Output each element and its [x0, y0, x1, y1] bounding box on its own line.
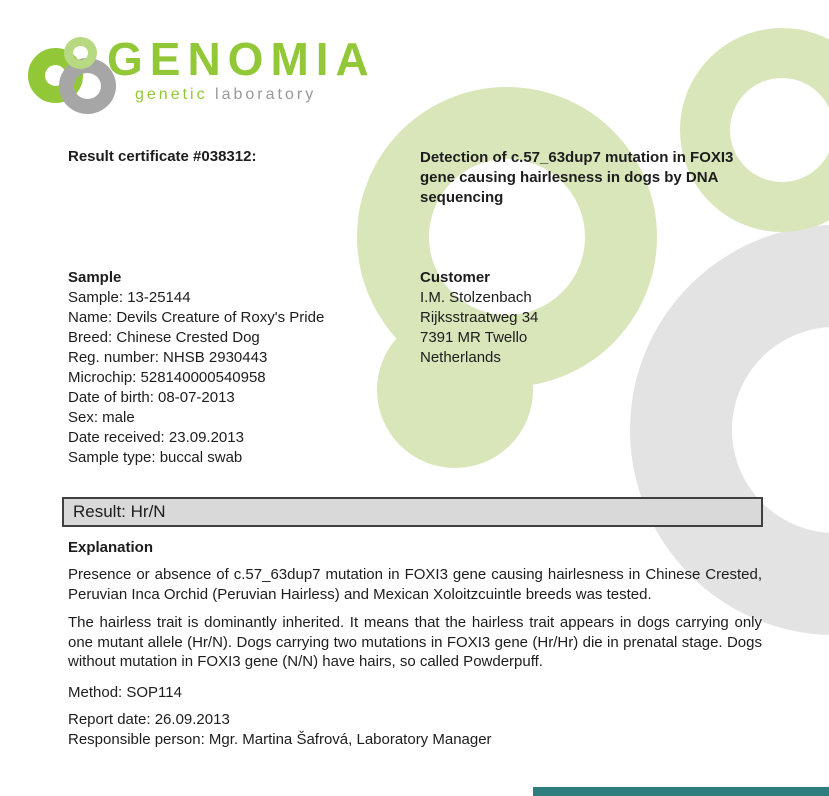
sample-name-line: Name: Devils Creature of Roxy's Pride	[68, 309, 325, 326]
result-bar	[62, 497, 763, 527]
sample-breed-line: Breed: Chinese Crested Dog	[68, 329, 260, 346]
certificate-number-label: Result certificate #038312:	[68, 148, 257, 165]
sample-heading: Sample	[68, 269, 122, 286]
sample-birthdate-line: Date of birth: 08-07-2013	[68, 389, 235, 406]
explanation-paragraph-2: The hairless trait is dominantly inherited. It means that the hairless trait appears in dogs carrying only one mutant allele (Hr/N). Dogs carrying two mutations in FOXI3 gene (Hr/Hr) die in prenatal stage. Dogs without mutation in FOXI3 gene (N/N) have hairs, so called Powderpuff.	[68, 614, 762, 670]
customer-street-line: Rijksstraatweg 34	[420, 309, 539, 326]
logo-small-ring-icon	[64, 37, 97, 69]
result-value: Result: Hr/N	[73, 502, 166, 521]
logo-tagline-laboratory: laboratory	[215, 86, 317, 103]
responsible-person-line: Responsible person: Mgr. Martina Šafrová, Laboratory Manager	[68, 731, 492, 748]
logo-tagline	[135, 87, 316, 103]
sample-sex-line: Sex: male	[68, 409, 135, 426]
sample-type-line: Sample type: buccal swab	[68, 449, 243, 466]
method-line: Method: SOP114	[68, 684, 182, 701]
customer-country-line: Netherlands	[420, 349, 501, 366]
sample-microchip-line: Microchip: 528140000540958	[68, 369, 266, 386]
sample-regnumber-line: Reg. number: NHSB 2930443	[68, 349, 268, 366]
explanation-heading: Explanation	[68, 539, 154, 556]
logo-wordmark: GENOMIA	[107, 33, 376, 85]
customer-city-line: 7391 MR Twello	[420, 329, 528, 346]
logo-tagline-genetic: genetic	[135, 86, 208, 103]
explanation-paragraph-1: Presence or absence of c.57_63dup7 mutation in FOXI3 gene causing hairlesness in Chinese Crested, Peruvian Inca Orchid (Peruvian Hairless) and Mexican Xoloitzcuintle breeds was tested.	[68, 566, 762, 603]
sample-received-line: Date received: 23.09.2013	[68, 429, 244, 446]
sample-id-line: Sample: 13-25144	[68, 289, 191, 306]
sample-section	[68, 268, 324, 468]
test-title: Detection of c.57_63dup7 mutation in FOXI3 gene causing hairlesness in dogs by DNA sequencing	[420, 149, 734, 206]
customer-section	[420, 268, 538, 368]
customer-heading: Customer	[420, 269, 491, 286]
footer-accent-bar	[533, 787, 829, 796]
customer-name-line: I.M. Stolzenbach	[420, 289, 532, 306]
report-date-line: Report date: 26.09.2013	[68, 711, 230, 728]
